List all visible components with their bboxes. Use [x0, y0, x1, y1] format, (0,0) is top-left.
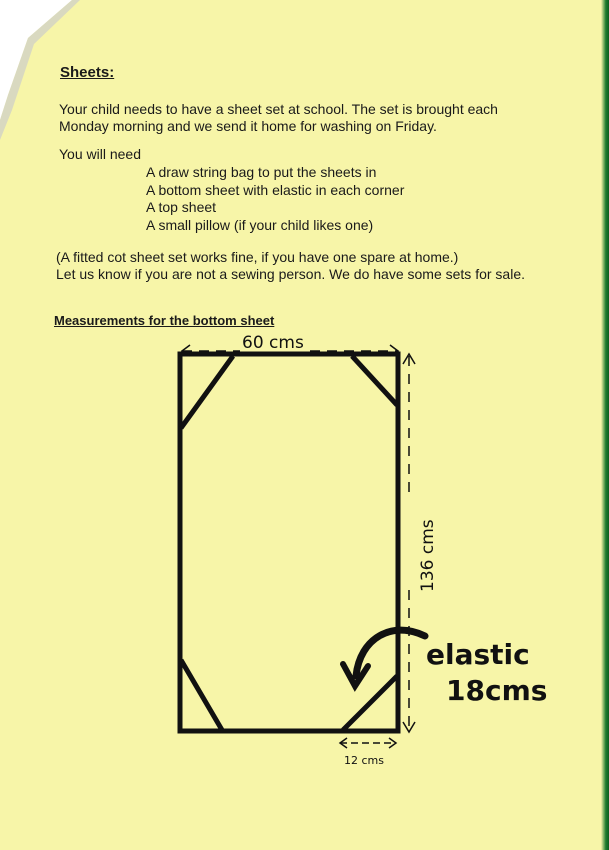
elastic-arrow	[343, 630, 425, 686]
elastic-length-label: 18cms	[446, 674, 548, 707]
list-item: A draw string bag to put the sheets in	[146, 164, 377, 180]
intro-line: Your child needs to have a sheet set at school. The set is brought each	[59, 101, 498, 117]
width-label: 60 cms	[242, 333, 304, 353]
needs-list	[146, 164, 404, 234]
intro-line: Monday morning and we send it home for washing on Friday.	[59, 118, 437, 134]
list-item: A top sheet	[146, 199, 217, 215]
list-item: A small pillow (if your child likes one)	[146, 216, 374, 233]
you-will-need: You will need	[59, 146, 141, 162]
measurements-heading: Measurements for the bottom sheet	[54, 313, 275, 328]
note-line: Let us know if you are not a sewing person. We do have some sets for sale.	[56, 266, 525, 282]
corner-label: 12 cms	[344, 754, 384, 767]
note-paragraph	[56, 249, 525, 283]
corner-line-top-right	[352, 356, 397, 405]
length-label: 136 cms	[418, 519, 438, 592]
corner-line-top-left	[181, 356, 233, 428]
intro-paragraph	[59, 101, 498, 135]
corner-line-bottom-left	[181, 660, 222, 730]
page-title: Sheets:	[60, 64, 115, 81]
corner-dimension	[340, 738, 396, 748]
elastic-label: elastic	[426, 638, 530, 671]
list-item: A bottom sheet with elastic in each corner	[146, 181, 405, 198]
length-dimension	[403, 354, 415, 732]
note-line: (A fitted cot sheet set works fine, if you have one spare at home.)	[56, 249, 459, 265]
